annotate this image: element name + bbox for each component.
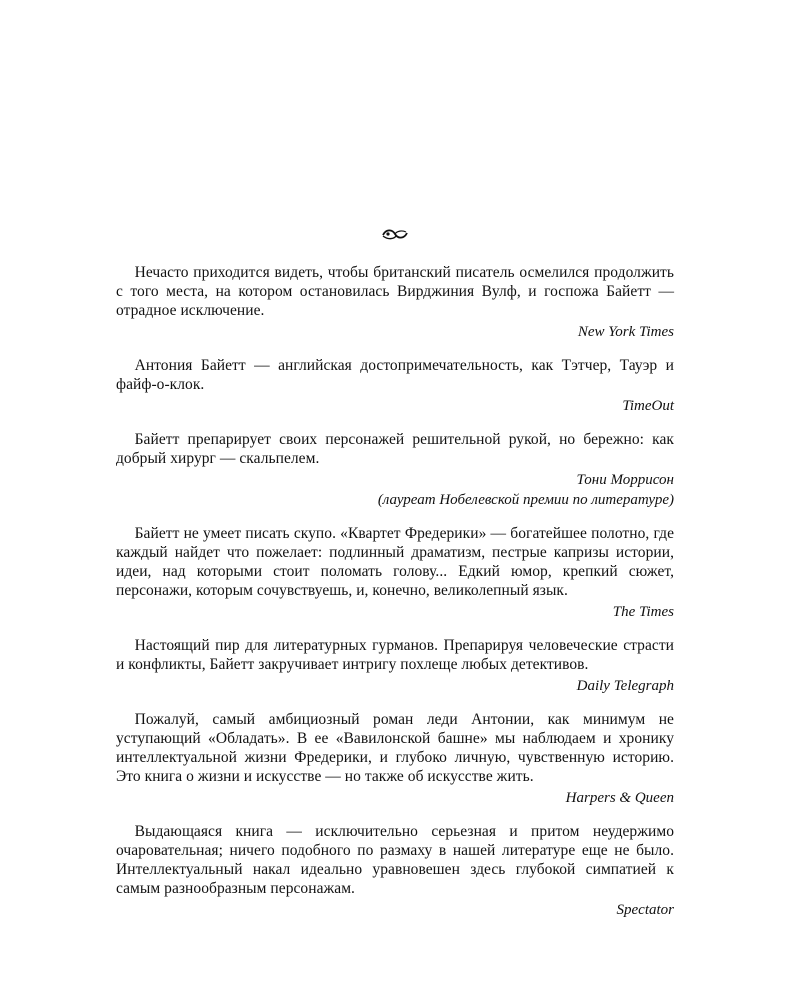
review-item	[116, 710, 674, 808]
review-source-line: Spectator	[616, 902, 674, 918]
review-item	[116, 636, 674, 696]
review-source	[116, 676, 674, 696]
review-source-line: New York Times	[577, 324, 674, 340]
review-quote: Выдающаяся книга — исключительно серьезная и притом неудержимо очаровательная; ничего подобного по размаху в нашей литературе еще не было. Интеллектуальный накал идеально уравновешен здесь глубокой симпатией к самым разнообразным персонажам.	[116, 823, 674, 897]
review-quote: Пожалуй, самый амбициозный роман леди Антонии, как минимум не уступающий «Обладать». В ее «Вавилонской башне» мы наблюдаем и хронику интеллектуальной жизни Фредерики, и глубоко личную, чувственную историю. Это книга о жизни и искусстве — но также об искусстве жить.	[116, 711, 674, 785]
review-source-line: The Times	[612, 604, 674, 620]
review-quote: Байетт препарирует своих персонажей решительной рукой, но бережно: как добрый хирург — скальпелем.	[116, 431, 674, 467]
review-source	[116, 602, 674, 622]
review-item	[116, 822, 674, 920]
review-source-line: TimeOut	[622, 398, 674, 414]
review-source	[116, 900, 674, 920]
review-item	[116, 524, 674, 622]
fleuron-ornament-icon	[380, 228, 410, 242]
book-page	[116, 0, 674, 1000]
ornament	[116, 228, 674, 248]
review-source	[116, 322, 674, 342]
review-source	[116, 396, 674, 416]
review-item	[116, 430, 674, 510]
review-quote: Нечасто приходится видеть, чтобы британский писатель осмелился продолжить с того места, на котором остановилась Вирджиния Вулф, и госпожа Байетт — отрадное исключение.	[116, 264, 674, 319]
review-source-line: Daily Telegraph	[576, 678, 674, 694]
review-source-note: (лауреат Нобелевской премии по литературе)	[377, 492, 674, 508]
review-item	[116, 263, 674, 342]
review-source-line: Тони Моррисон	[576, 472, 674, 488]
review-item	[116, 356, 674, 416]
review-quote: Антония Байетт — английская достопримечательность, как Тэтчер, Тауэр и файф-о-клок.	[116, 357, 674, 393]
review-source-line: Harpers & Queen	[565, 790, 674, 806]
review-quote: Байетт не умеет писать скупо. «Квартет Фредерики» — богатейшее полотно, где каждый найдет что пожелает: подлинный драматизм, пестрые капризы истории, идеи, над которыми стоит поломать голову... Едкий юмор, крепкий сюжет, персонажи, которым сочувствуешь, и, конечно, великолепный язык.	[116, 525, 674, 599]
review-source	[116, 788, 674, 808]
review-source	[116, 470, 674, 510]
review-quote: Настоящий пир для литературных гурманов. Препарируя человеческие страсти и конфликты, Байетт закручивает интригу похлеще любых детективов.	[116, 637, 674, 673]
reviews-list	[116, 263, 674, 934]
